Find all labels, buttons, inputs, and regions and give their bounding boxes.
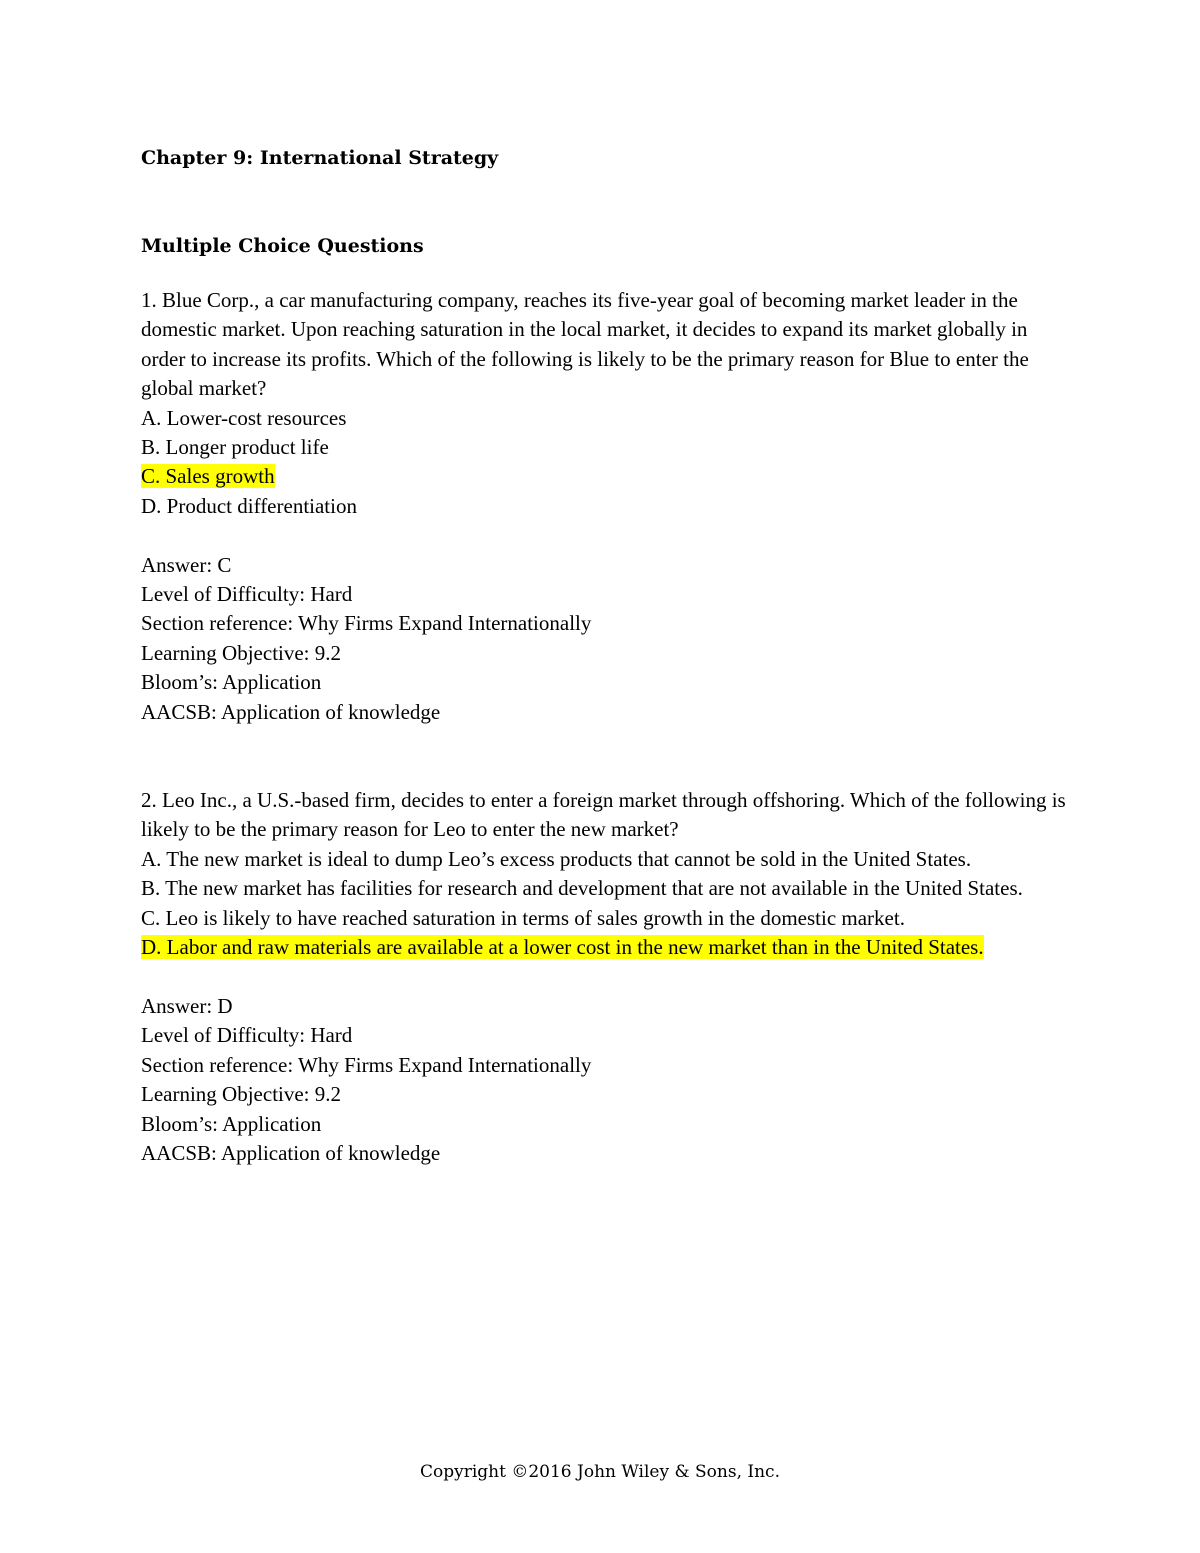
option-text: D. Product differentiation — [141, 493, 357, 518]
question-2 — [141, 786, 1071, 1168]
question-2-option-a — [141, 845, 1071, 874]
learning-objective-line: Learning Objective: 9.2 — [141, 640, 342, 665]
aacsb-line: AACSB: Application of knowledge — [141, 699, 441, 724]
question-2-text: 2. Leo Inc., a U.S.-based firm, decides to enter a foreign market through offshoring. Which of the following is likely to be the primary reason for Leo to enter the new market? — [141, 788, 1066, 842]
copyright-footer: Copyright ©2016 John Wiley & Sons, Inc. — [420, 1462, 780, 1482]
option-text: A. The new market is ideal to dump Leo’s excess products that cannot be sold in the United States. — [141, 846, 972, 871]
question-1-metadata — [141, 551, 1071, 727]
chapter-title: Chapter 9: International Strategy — [141, 147, 499, 169]
answer-line: Answer: D — [141, 993, 233, 1018]
blooms-line: Bloom’s: Application — [141, 1111, 322, 1136]
option-text: B. Longer product life — [141, 435, 329, 460]
answer-line: Answer: C — [141, 552, 232, 577]
option-text: C. Leo is likely to have reached saturation in terms of sales growth in the domestic market. — [141, 905, 905, 930]
question-1-option-d — [141, 492, 1071, 521]
highlighted-correct-option: C. Sales growth — [141, 464, 275, 489]
question-1-option-a — [141, 404, 1071, 433]
learning-objective-line: Learning Objective: 9.2 — [141, 1082, 342, 1107]
question-1-option-c — [141, 462, 1071, 491]
option-text: B. The new market has facilities for research and development that are not available in the United States. — [141, 876, 1023, 901]
question-1-option-b — [141, 433, 1071, 462]
section-reference-line: Section reference: Why Firms Expand Internationally — [141, 611, 592, 636]
option-text: A. Lower-cost resources — [141, 405, 347, 430]
question-2-option-b — [141, 874, 1071, 903]
question-2-metadata — [141, 992, 1071, 1168]
difficulty-line: Level of Difficulty: Hard — [141, 1023, 353, 1048]
question-1-options — [141, 404, 1071, 522]
question-1 — [141, 286, 1071, 727]
blooms-line: Bloom’s: Application — [141, 670, 322, 695]
question-2-options — [141, 845, 1071, 963]
difficulty-line: Level of Difficulty: Hard — [141, 582, 353, 607]
section-heading: Multiple Choice Questions — [141, 235, 424, 257]
question-2-option-d — [141, 933, 1071, 962]
document-body — [141, 138, 1071, 1168]
highlighted-correct-option: D. Labor and raw materials are available at a lower cost in the new market than in the United States. — [141, 935, 984, 960]
question-2-option-c — [141, 904, 1071, 933]
section-reference-line: Section reference: Why Firms Expand Internationally — [141, 1052, 592, 1077]
question-1-text: 1. Blue Corp., a car manufacturing company, reaches its five-year goal of becoming market leader in the domestic market. Upon reaching saturation in the local market, it decides to expand its market globally in order to increase its profits. Which of the following is likely to be the primary reason for Blue to enter the global market? — [141, 288, 1029, 401]
aacsb-line: AACSB: Application of knowledge — [141, 1140, 441, 1165]
